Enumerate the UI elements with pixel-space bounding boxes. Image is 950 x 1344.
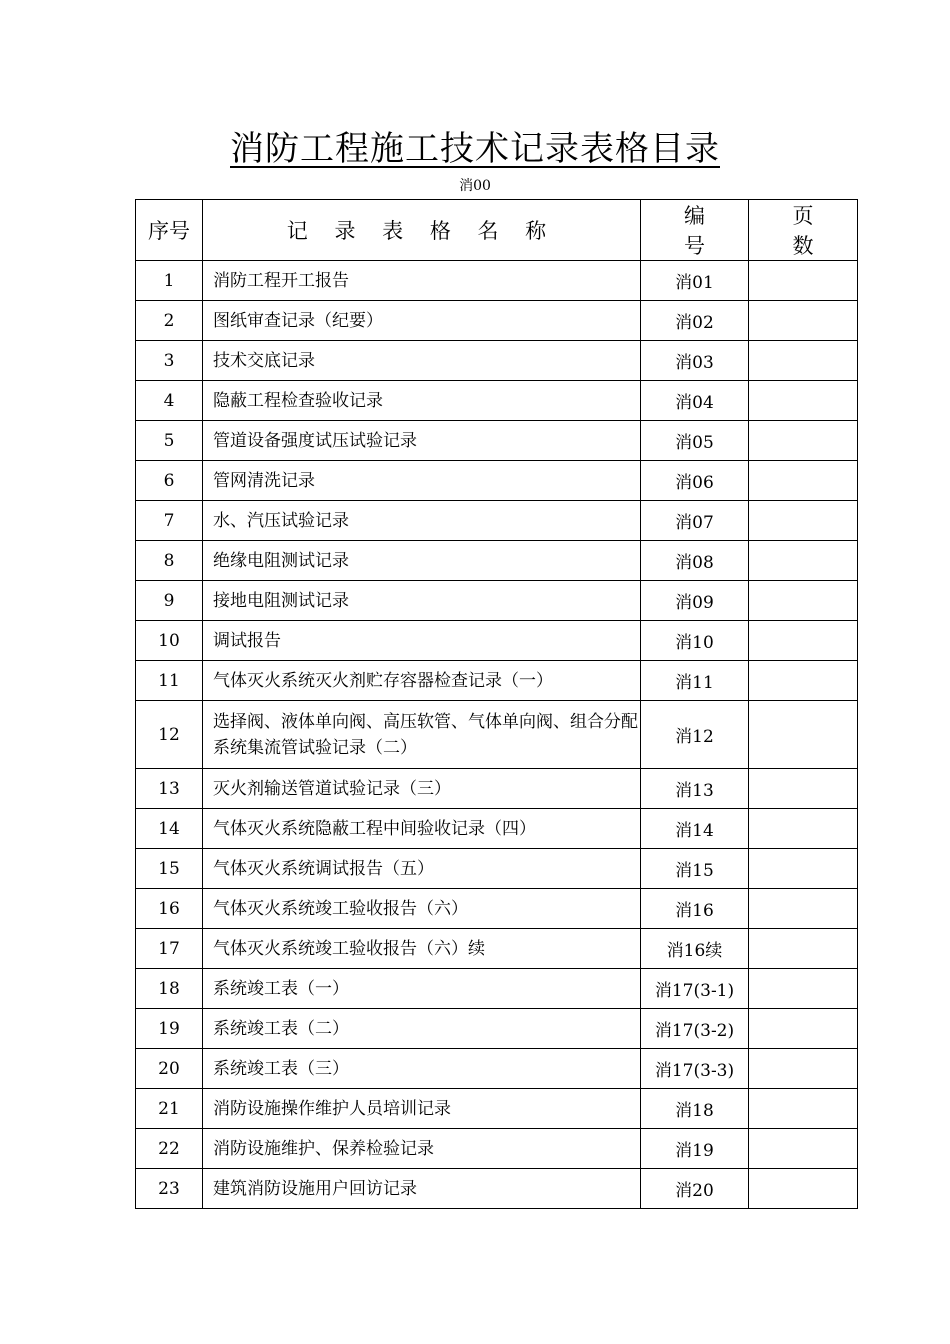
row-seq: 22 [136,1129,203,1169]
row-name: 消防工程开工报告 [203,261,641,301]
table-row [136,889,858,929]
row-number: 消09 [641,581,749,621]
row-pages [749,341,858,381]
row-seq: 14 [136,809,203,849]
row-pages [749,301,858,341]
table-row [136,1129,858,1169]
row-number: 消16续 [641,929,749,969]
row-number: 消11 [641,661,749,701]
table-row [136,301,858,341]
row-seq: 6 [136,461,203,501]
table-row [136,1049,858,1089]
row-pages [749,461,858,501]
row-number: 消18 [641,1089,749,1129]
row-name: 气体灭火系统竣工验收报告（六）续 [203,929,641,969]
row-pages [749,1129,858,1169]
table-row [136,929,858,969]
row-pages [749,1049,858,1089]
row-number: 消06 [641,461,749,501]
row-number: 消17(3-2) [641,1009,749,1049]
row-name: 管道设备强度试压试验记录 [203,421,641,461]
row-seq: 7 [136,501,203,541]
table-row [136,501,858,541]
row-number: 消14 [641,809,749,849]
page-title [0,126,950,172]
row-name: 消防设施维护、保养检验记录 [203,1129,641,1169]
row-name: 调试报告 [203,621,641,661]
row-name: 消防设施操作维护人员培训记录 [203,1089,641,1129]
row-seq: 16 [136,889,203,929]
table-row [136,661,858,701]
row-name: 气体灭火系统灭火剂贮存容器检查记录（一） [203,661,641,701]
row-seq: 3 [136,341,203,381]
table-row [136,701,858,769]
table-row [136,341,858,381]
row-seq: 18 [136,969,203,1009]
table-row [136,809,858,849]
records-table [135,199,858,1209]
row-number: 消10 [641,621,749,661]
row-seq: 21 [136,1089,203,1129]
header-row [136,200,858,261]
row-number: 消05 [641,421,749,461]
row-name: 系统竣工表（三） [203,1049,641,1089]
row-name: 绝缘电阻测试记录 [203,541,641,581]
row-name: 气体灭火系统调试报告（五） [203,849,641,889]
row-pages [749,581,858,621]
row-seq: 2 [136,301,203,341]
row-name: 图纸审查记录（纪要） [203,301,641,341]
page-title-text: 消防工程施工技术记录表格目录 [230,129,720,169]
row-number: 消04 [641,381,749,421]
row-name: 选择阀、液体单向阀、高压软管、气体单向阀、组合分配系统集流管试验记录（二） [203,701,641,769]
row-seq: 4 [136,381,203,421]
row-pages [749,769,858,809]
row-pages [749,969,858,1009]
header-seq: 序号 [136,200,203,261]
table-row [136,1089,858,1129]
row-seq: 17 [136,929,203,969]
table-row [136,421,858,461]
row-pages [749,1009,858,1049]
row-number: 消02 [641,301,749,341]
row-name: 气体灭火系统隐蔽工程中间验收记录（四） [203,809,641,849]
row-pages [749,621,858,661]
table-row [136,621,858,661]
row-seq: 12 [136,701,203,769]
row-seq: 1 [136,261,203,301]
row-seq: 13 [136,769,203,809]
row-name: 灭火剂输送管道试验记录（三） [203,769,641,809]
row-seq: 19 [136,1009,203,1049]
row-pages [749,381,858,421]
row-seq: 15 [136,849,203,889]
row-pages [749,1089,858,1129]
row-seq: 11 [136,661,203,701]
row-pages [749,701,858,769]
row-pages [749,849,858,889]
form-code: 消00 [459,178,491,194]
table-row [136,261,858,301]
table-row [136,461,858,501]
table-row [136,969,858,1009]
row-name: 系统竣工表（二） [203,1009,641,1049]
row-pages [749,421,858,461]
header-pages: 页 数 [749,200,858,261]
row-name: 水、汽压试验记录 [203,501,641,541]
row-number: 消17(3-1) [641,969,749,1009]
row-pages [749,501,858,541]
table-row [136,541,858,581]
row-name: 系统竣工表（一） [203,969,641,1009]
row-pages [749,541,858,581]
row-seq: 10 [136,621,203,661]
row-number: 消03 [641,341,749,381]
row-name: 技术交底记录 [203,341,641,381]
row-number: 消19 [641,1129,749,1169]
row-pages [749,929,858,969]
table-row [136,581,858,621]
row-name: 隐蔽工程检查验收记录 [203,381,641,421]
row-seq: 5 [136,421,203,461]
row-number: 消15 [641,849,749,889]
row-name: 管网清洗记录 [203,461,641,501]
row-seq: 8 [136,541,203,581]
row-seq: 20 [136,1049,203,1089]
table-row [136,1009,858,1049]
row-pages [749,889,858,929]
table-row [136,849,858,889]
table-body [136,261,858,1209]
row-pages [749,1169,858,1209]
table-row [136,769,858,809]
row-seq: 9 [136,581,203,621]
row-number: 消01 [641,261,749,301]
row-number: 消17(3-3) [641,1049,749,1089]
row-number: 消07 [641,501,749,541]
row-number: 消20 [641,1169,749,1209]
row-number: 消12 [641,701,749,769]
header-name: 记 录 表 格 名 称 [203,200,641,261]
row-pages [749,661,858,701]
row-number: 消13 [641,769,749,809]
table-row [136,1169,858,1209]
row-name: 建筑消防设施用户回访记录 [203,1169,641,1209]
row-name: 接地电阻测试记录 [203,581,641,621]
row-pages [749,809,858,849]
header-number: 编 号 [641,200,749,261]
row-number: 消08 [641,541,749,581]
row-seq: 23 [136,1169,203,1209]
table-row [136,381,858,421]
row-pages [749,261,858,301]
row-number: 消16 [641,889,749,929]
row-name: 气体灭火系统竣工验收报告（六） [203,889,641,929]
